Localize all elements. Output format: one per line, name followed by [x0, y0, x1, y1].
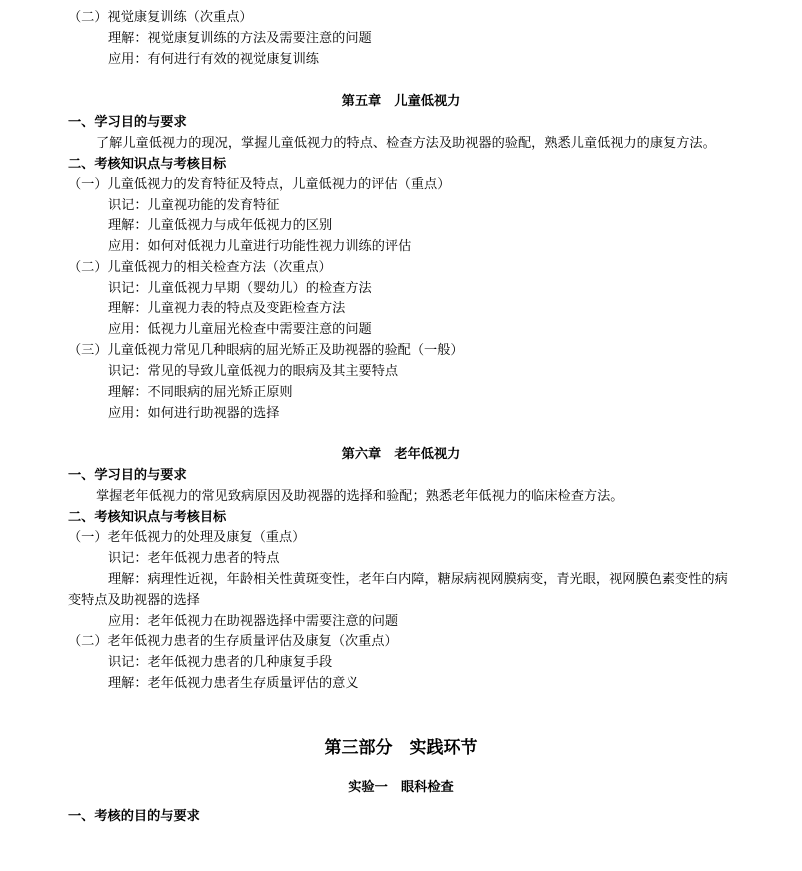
chapter-5-title: 第五章 儿童低视力: [341, 94, 461, 109]
ch5-s1-title: （一）儿童低视力的发育特征及特点，儿童低视力的评估（重点）: [68, 177, 451, 192]
ch5-s3-understand: 理解：不同眼病的屈光矫正原则: [108, 385, 293, 400]
ch5-exam-heading: 二、考核知识点与考核目标: [68, 157, 227, 172]
part3-heading-1: 一、考核的目的与要求: [68, 809, 200, 824]
section-title: （二）视觉康复训练（次重点）: [68, 10, 253, 25]
experiment-1-title: 实验一 眼科检查: [348, 780, 454, 795]
apply-line: 应用：有何进行有效的视觉康复训练: [108, 52, 319, 67]
ch5-s2-apply: 应用：低视力儿童屈光检查中需要注意的问题: [108, 322, 372, 337]
ch6-exam-heading: 二、考核知识点与考核目标: [68, 510, 227, 525]
ch5-s3-title: （三）儿童低视力常见几种眼病的屈光矫正及助视器的验配（一般）: [68, 343, 464, 358]
ch5-s2-understand: 理解：儿童视力表的特点及变距检查方法: [108, 301, 346, 316]
ch6-goal-heading: 一、学习目的与要求: [68, 468, 187, 483]
ch5-s1-understand: 理解：儿童低视力与成年低视力的区别: [108, 218, 333, 233]
ch5-s3-apply: 应用：如何进行助视器的选择: [108, 406, 280, 421]
ch5-s1-remember: 识记：儿童视功能的发育特征: [108, 198, 280, 213]
ch6-s1-understand-line2: 变特点及助视器的选择: [68, 593, 200, 608]
ch6-s1-remember: 识记：老年低视力患者的特点: [108, 551, 280, 566]
ch6-s1-title: （一）老年低视力的处理及康复（重点）: [68, 530, 306, 545]
understand-line: 理解：视觉康复训练的方法及需要注意的问题: [108, 31, 372, 46]
chapter-6-title: 第六章 老年低视力: [341, 447, 461, 462]
ch5-goal-text: 了解儿童低视力的现况，掌握儿童低视力的特点、检查方法及助视器的验配，熟悉儿童低视力的康复方法。: [96, 136, 716, 151]
ch5-s2-remember: 识记：儿童低视力早期（婴幼儿）的检查方法: [108, 281, 372, 296]
ch6-s2-title: （二）老年低视力患者的生存质量评估及康复（次重点）: [68, 634, 398, 649]
ch5-goal-heading: 一、学习目的与要求: [68, 115, 187, 130]
part-3-title: 第三部分 实践环节: [324, 738, 478, 758]
ch6-s2-understand: 理解：老年低视力患者生存质量评估的意义: [108, 676, 359, 691]
ch6-s2-remember: 识记：老年低视力患者的几种康复手段: [108, 655, 333, 670]
ch5-s2-title: （二）儿童低视力的相关检查方法（次重点）: [68, 260, 332, 275]
ch5-s3-remember: 识记：常见的导致儿童低视力的眼病及其主要特点: [108, 364, 399, 379]
ch6-s1-apply: 应用：老年低视力在助视器选择中需要注意的问题: [108, 614, 399, 629]
ch6-goal-text: 掌握老年低视力的常见致病原因及助视器的选择和验配；熟悉老年低视力的临床检查方法。: [96, 489, 624, 504]
ch6-s1-understand-line1: 理解：病理性近视，年龄相关性黄斑变性，老年白内障，糖尿病视网膜病变，青光眼，视网膜色素变性的病: [108, 572, 728, 587]
ch5-s1-apply: 应用：如何对低视力儿童进行功能性视力训练的评估: [108, 239, 412, 254]
